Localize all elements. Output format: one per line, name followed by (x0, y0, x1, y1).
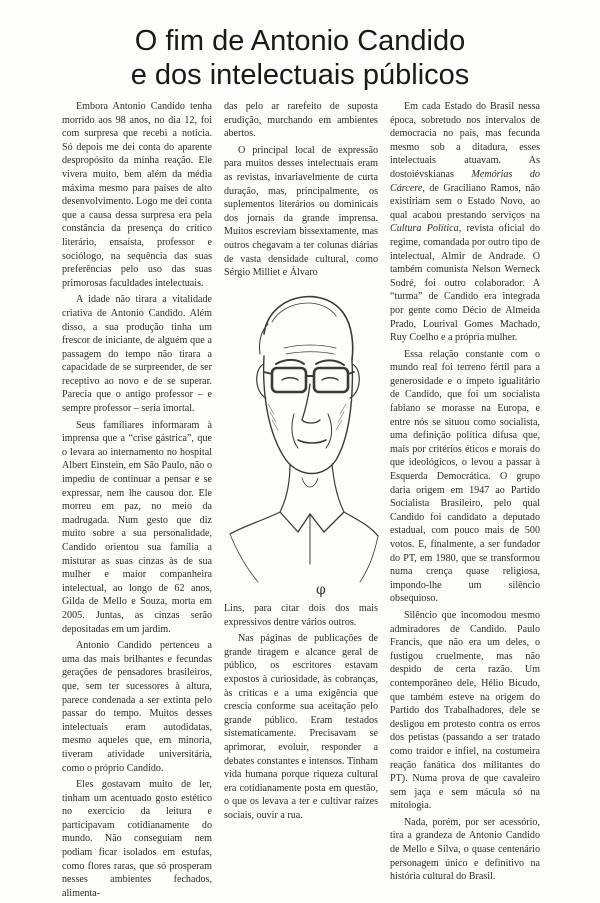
paragraph: Silêncio que incomodou mesmo admiradores de Candido. Paulo Francis, que não era um deles, o fustigou cruelmente, mas não despido de certa razão. Um contemporâneo dele, Hélio Bicudo, que também esteve na origem do Partido dos Trabalhadores, dele se desligou em protesto contra os erros dos petistas (passando a ser tratado como traidor e infiel, na costumeira reação fanática dos militantes do PT). Numa prova de que cavaleiro sem jaça e sem mácula só na mitologia. (390, 609, 540, 812)
magazine-title: Cultura Política (390, 223, 459, 235)
paragraph: Nas páginas de publicações de grande tiragem e alcance geral de público, os escritores estavam expostos à curiosidade, às cobranças, às críticas e a uma exigência que crescia conforme sua aceitação pelo grande público. Eram testados sistematicamente. Precisavam se aprimorar, evoluir, responder a debates constantes e intensos. Tinham vida humana porque riqueza cultural era cotidianamente posta em questão, o que os levava a ter e cultivar raízes sociais, ouvir a rua. (224, 633, 378, 821)
book-title: Memórias do Cárcere (390, 168, 540, 194)
portrait-illustration (224, 264, 380, 600)
paragraph: Seus familiares informaram à imprensa que a “crise gástrica”, que o levara ao internamento no hospital Albert Einstein, em São Paulo, não o impediu de continuar a pensar e se expressar, nem lhe causou dor. Ele morreu em paz, no meio da madrugada. Num gesto que diz muito sobre a sua personalidade, Candido orientou sua família a misturar as suas cinzas às de sua mulher e maior companheira intelectual, ao longo de 62 anos, Gilda de Mello e Souza, morta em 2005. Juntas, as cinzas serão depositadas em um jardim. (62, 419, 212, 635)
title-line-2: e dos intelectuais públicos (130, 59, 470, 91)
column-3 (390, 100, 540, 887)
paragraph: Nada, porém, por ser acessório, tira a grandeza de Antonio Candido de Mello e Silva, o quase centenário personagem único e definitivo na história cultural do Brasil. (390, 816, 540, 883)
paragraph: Eles gostavam muito de ler, tinham um acentuado gosto estético no exercício da leitura e participavam cotidianamente do mundo. Não conseguiam nem podiam ficar isolados em estufas, como flores raras, que só prosperam nesses ambientes fechados, alimenta- (62, 779, 212, 899)
text-run: Em cada Estado do Brasil nessa época, sobretudo nos intervalos de democracia no país, mas fecunda mesmo sob a ditadura, esses intelectuais atuavam. As dostoiévskianas (390, 101, 540, 180)
paragraph: Embora Antonio Candido tenha morrido aos 98 anos, no dia 12, foi com surpresa que recebi a notícia. Só depois me dei conta do aparente despropósito da minha reação. Ele vivera muito, bem além da média máxima mesmo para países de alto desenvolvimento. Logo me dei conta que a causa dessa surpresa era pela constância da presença do crítico literário, ensaísta, professor e sociólogo, na sequência das suas preferências pelo uso das suas primorosas faculdades intelectuais. (62, 101, 212, 289)
paragraph: O principal local de expressão para muitos desses intelectuais eram as revistas, invariavelmente de curta duração, mas, principalmente, os suplementos literários ou dominicais dos jornais da grande imprensa. Muitos escreviam bissextamente, mas outros chegavam a ter colunas diárias de vasta densidade cultural, como Sérgio Milliet e Álvaro (224, 144, 378, 279)
paragraph: das pelo ar rarefeito de suposta erudição, murchando em ambientes abertos. (224, 101, 378, 140)
text-run: , de Graciliano Ramos, não existiriam sem o Estado Novo, ao qual acabou prestando serviços na (390, 182, 540, 221)
article-title (60, 24, 540, 92)
column-2-bottom (224, 602, 378, 826)
paragraph (390, 100, 540, 345)
text-run: , revista oficial do regime, comandada por outro tipo de intelectual, Almir de Andrade. O também comunista Nelson Werneck Sodré, foi outro colaborador. A “turma” de Candido era integrada por gente como Décio de Almeida Prado, Lourival Gomes Machado, Ruy Coelho e a própria mulher. (390, 223, 541, 344)
paragraph: Antonio Candido pertenceu a uma das mais brilhantes e fecundas gerações de pensadores brasileiros, que, sem ter sucessores à altura, parece condenada a ser extinta pelo passar do tempo. Muitos desses intelectuais eram autodidatas, mesmo aqueles que, em minoria, tiveram atividade universitária, como o próprio Candido. (62, 640, 212, 774)
title-line-1: O fim de Antonio Candido (134, 25, 466, 57)
portrait-drawing-icon (224, 264, 380, 600)
paragraph: Lins, para citar dois dos mais expressivos dentre vários outros. (224, 603, 378, 628)
paragraph: A idade não tirara a vitalidade criativa de Antonio Candido. Além disso, a sua produção tinha um frescor de iniciante, de alguém que a passagem do tempo não tirara a capacidade de se surpreender, de ser receptivo ao novo e de se superar. Parecia que o antigo professor – e sempre professor – seria imortal. (62, 294, 212, 415)
column-2-top (224, 100, 378, 283)
column-1 (62, 100, 212, 903)
paragraph: Essa relação constante com o mundo real foi terreno fértil para a generosidade e o ímpeto igualitário de Candido, que foi um socialista fabiano se morasse na Europa, e entre nós se situou como socialista, uma definição política difusa que, mais por critérios éticos e morais do que ideológicos, o levou a passar à Esquerda Democrática. O grupo daria origem em 1947 ao Partido Socialista Brasileiro, pelo qual Candido foi candidato a deputado estadual, com pouco mais de 500 votos. E, finalmente, a ser fundador do PT, em 1980, que se transformou numa crença quase religiosa, impondo-lhe um silêncio obsequioso. (390, 348, 540, 605)
signature: φ (316, 582, 326, 598)
